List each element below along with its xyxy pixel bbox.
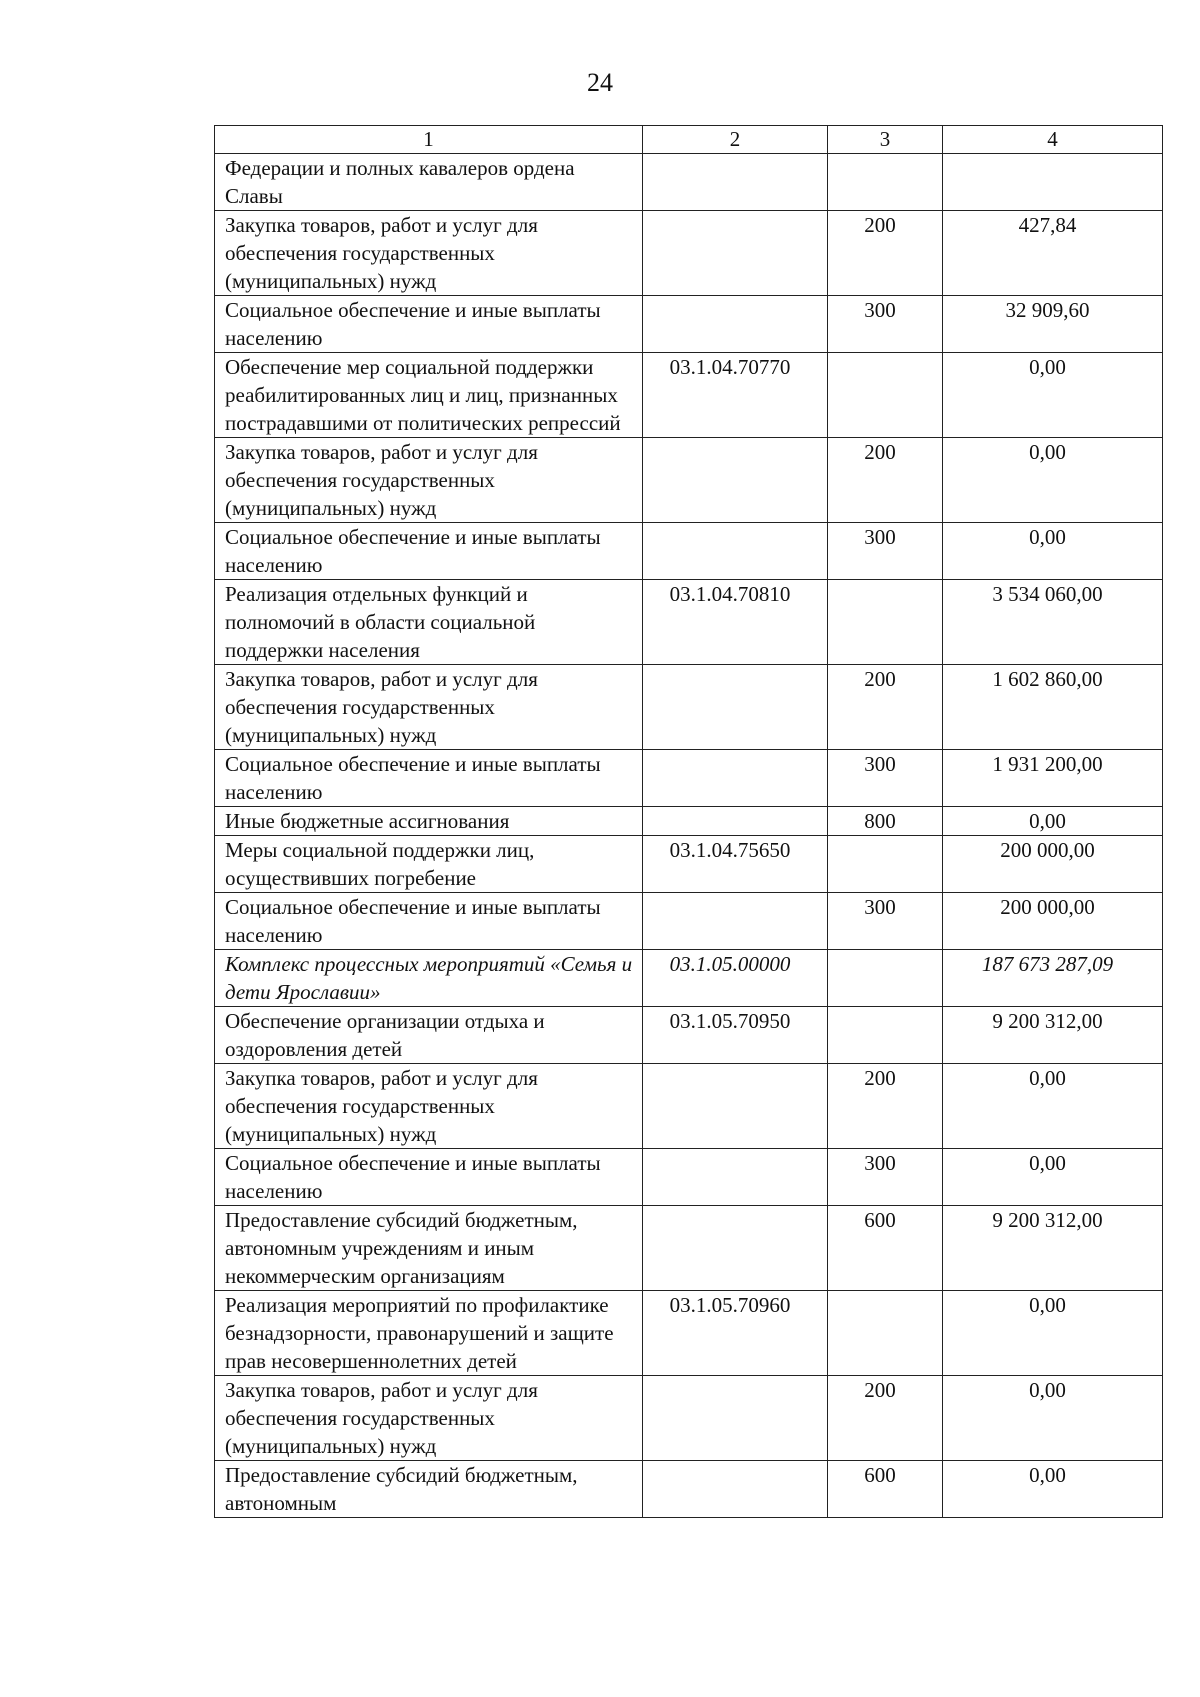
row-name-cell: Обеспечение мер социальной поддержки реабилитированных лиц и лиц, признанных пострадавшими от политических репрессий: [215, 353, 643, 438]
row-amount-cell: 0,00: [943, 1149, 1163, 1206]
table-row: [215, 523, 1163, 580]
table-row: [215, 1206, 1163, 1291]
row-amount-cell: 3 534 060,00: [943, 580, 1163, 665]
row-code-cell: [643, 665, 828, 750]
header-col-3: 3: [828, 126, 943, 154]
row-code-cell: 03.1.05.70960: [643, 1291, 828, 1376]
row-code-cell: 03.1.05.00000: [643, 950, 828, 1007]
header-col-4: 4: [943, 126, 1163, 154]
row-amount-cell: 1 931 200,00: [943, 750, 1163, 807]
table-row: [215, 1149, 1163, 1206]
table-row: [215, 950, 1163, 1007]
row-name-cell: Реализация мероприятий по профилактике безнадзорности, правонарушений и защите прав несовершеннолетних детей: [215, 1291, 643, 1376]
page-number: 24: [587, 68, 613, 97]
row-expense-type-cell: [828, 950, 943, 1007]
row-name-cell: Социальное обеспечение и иные выплаты населению: [215, 1149, 643, 1206]
table-row: [215, 1291, 1163, 1376]
row-code-cell: [643, 1206, 828, 1291]
table-row: [215, 665, 1163, 750]
row-name-cell: Социальное обеспечение и иные выплаты населению: [215, 523, 643, 580]
row-name-cell: Закупка товаров, работ и услуг для обеспечения государственных (муниципальных) нужд: [215, 438, 643, 523]
table-row: [215, 438, 1163, 523]
row-expense-type-cell: 600: [828, 1206, 943, 1291]
row-expense-type-cell: [828, 1007, 943, 1064]
row-code-cell: 03.1.04.70770: [643, 353, 828, 438]
table-header: [215, 126, 1163, 154]
table-row: [215, 1461, 1163, 1518]
row-code-cell: [643, 211, 828, 296]
row-amount-cell: 0,00: [943, 523, 1163, 580]
table-row: [215, 1007, 1163, 1064]
row-code-cell: [643, 807, 828, 836]
row-name-cell: Закупка товаров, работ и услуг для обеспечения государственных (муниципальных) нужд: [215, 1064, 643, 1149]
row-code-cell: 03.1.04.75650: [643, 836, 828, 893]
row-code-cell: [643, 523, 828, 580]
row-code-cell: [643, 438, 828, 523]
row-amount-cell: 200 000,00: [943, 893, 1163, 950]
row-name-cell: Меры социальной поддержки лиц, осуществивших погребение: [215, 836, 643, 893]
table-row: [215, 296, 1163, 353]
row-amount-cell: 9 200 312,00: [943, 1206, 1163, 1291]
row-code-cell: [643, 893, 828, 950]
row-amount-cell: 0,00: [943, 1064, 1163, 1149]
row-code-cell: [643, 1376, 828, 1461]
row-expense-type-cell: 300: [828, 750, 943, 807]
row-expense-type-cell: [828, 580, 943, 665]
row-expense-type-cell: [828, 154, 943, 211]
row-expense-type-cell: 200: [828, 1376, 943, 1461]
row-code-cell: [643, 750, 828, 807]
row-code-cell: [643, 1064, 828, 1149]
row-expense-type-cell: [828, 1291, 943, 1376]
row-expense-type-cell: 600: [828, 1461, 943, 1518]
row-expense-type-cell: 800: [828, 807, 943, 836]
table-row: [215, 1376, 1163, 1461]
header-col-2: 2: [643, 126, 828, 154]
row-code-cell: [643, 1149, 828, 1206]
row-amount-cell: 200 000,00: [943, 836, 1163, 893]
row-expense-type-cell: [828, 836, 943, 893]
row-name-cell: Иные бюджетные ассигнования: [215, 807, 643, 836]
row-name-cell: Закупка товаров, работ и услуг для обеспечения государственных (муниципальных) нужд: [215, 665, 643, 750]
row-amount-cell: 0,00: [943, 1461, 1163, 1518]
row-amount-cell: 0,00: [943, 807, 1163, 836]
row-name-cell: Предоставление субсидий бюджетным, автономным учреждениям и иным некоммерческим организациям: [215, 1206, 643, 1291]
header-col-1: 1: [215, 126, 643, 154]
table-row: [215, 154, 1163, 211]
row-name-cell: Федерации и полных кавалеров ордена Славы: [215, 154, 643, 211]
row-expense-type-cell: 300: [828, 1149, 943, 1206]
row-amount-cell: 32 909,60: [943, 296, 1163, 353]
row-name-cell: Комплекс процессных мероприятий «Семья и дети Ярославии»: [215, 950, 643, 1007]
row-name-cell: Социальное обеспечение и иные выплаты населению: [215, 893, 643, 950]
row-expense-type-cell: 200: [828, 211, 943, 296]
header-row: [215, 126, 1163, 154]
row-name-cell: Предоставление субсидий бюджетным, автономным: [215, 1461, 643, 1518]
row-name-cell: Закупка товаров, работ и услуг для обеспечения государственных (муниципальных) нужд: [215, 211, 643, 296]
table-row: [215, 807, 1163, 836]
table-row: [215, 750, 1163, 807]
table-row: [215, 1064, 1163, 1149]
row-amount-cell: 9 200 312,00: [943, 1007, 1163, 1064]
row-amount-cell: 187 673 287,09: [943, 950, 1163, 1007]
row-code-cell: [643, 154, 828, 211]
row-code-cell: 03.1.05.70950: [643, 1007, 828, 1064]
row-name-cell: Закупка товаров, работ и услуг для обеспечения государственных (муниципальных) нужд: [215, 1376, 643, 1461]
row-name-cell: Социальное обеспечение и иные выплаты населению: [215, 296, 643, 353]
row-amount-cell: 0,00: [943, 353, 1163, 438]
row-expense-type-cell: [828, 353, 943, 438]
row-amount-cell: [943, 154, 1163, 211]
row-expense-type-cell: 200: [828, 1064, 943, 1149]
table-row: [215, 893, 1163, 950]
row-name-cell: Обеспечение организации отдыха и оздоровления детей: [215, 1007, 643, 1064]
row-expense-type-cell: 200: [828, 438, 943, 523]
row-amount-cell: 0,00: [943, 438, 1163, 523]
row-amount-cell: 0,00: [943, 1376, 1163, 1461]
row-amount-cell: 0,00: [943, 1291, 1163, 1376]
row-expense-type-cell: 300: [828, 296, 943, 353]
table-body: [215, 154, 1163, 1518]
row-expense-type-cell: 200: [828, 665, 943, 750]
row-expense-type-cell: 300: [828, 523, 943, 580]
row-amount-cell: 1 602 860,00: [943, 665, 1163, 750]
row-code-cell: [643, 1461, 828, 1518]
row-code-cell: 03.1.04.70810: [643, 580, 828, 665]
table-row: [215, 211, 1163, 296]
row-name-cell: Социальное обеспечение и иные выплаты населению: [215, 750, 643, 807]
row-amount-cell: 427,84: [943, 211, 1163, 296]
row-expense-type-cell: 300: [828, 893, 943, 950]
row-name-cell: Реализация отдельных функций и полномочий в области социальной поддержки населения: [215, 580, 643, 665]
table-row: [215, 836, 1163, 893]
table-row: [215, 580, 1163, 665]
table-row: [215, 353, 1163, 438]
row-code-cell: [643, 296, 828, 353]
budget-table: [214, 125, 1163, 1518]
